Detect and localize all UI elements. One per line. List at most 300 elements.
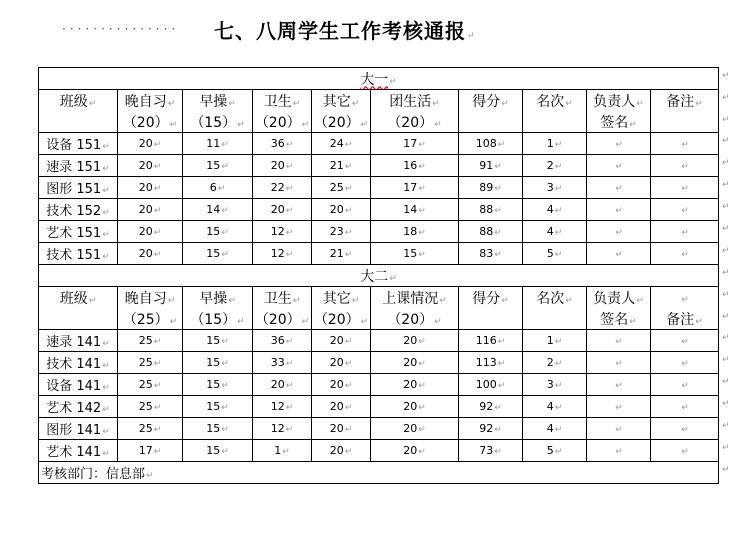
column-header-row <box>39 90 719 112</box>
row-end-mark-icon: ↵ <box>722 180 730 190</box>
table-row <box>39 177 719 199</box>
class-name-cell <box>39 352 118 374</box>
column-header-text: 其它 <box>322 93 351 110</box>
row-end-mark-icon: ↵ <box>722 224 730 234</box>
paragraph-mark-icon: ↵ <box>351 98 360 109</box>
paragraph-mark-icon: ↵ <box>681 228 689 238</box>
score-cell <box>253 374 312 396</box>
column-header-text: 负责人 <box>593 93 636 110</box>
class-name-cell-text: 艺术 141 <box>46 445 102 460</box>
score-cell <box>253 396 312 418</box>
column-header-text: 卫生 <box>263 93 292 110</box>
score-cell-text: 4 <box>546 203 554 216</box>
score-cell-text: 20 <box>329 444 344 457</box>
score-cell <box>371 221 459 243</box>
paragraph-mark-icon: ↵ <box>494 206 502 216</box>
score-cell-text: 20 <box>270 159 285 172</box>
column-header-sub <box>459 111 523 133</box>
column-header <box>459 90 523 112</box>
score-cell <box>253 440 312 462</box>
score-cell <box>312 177 371 199</box>
score-cell <box>312 221 371 243</box>
paragraph-mark-icon: ↵ <box>344 162 353 172</box>
column-header <box>183 287 253 309</box>
paragraph-mark-icon: ↵ <box>554 250 563 260</box>
score-cell-text: 22 <box>270 181 285 194</box>
score-cell <box>371 330 459 352</box>
paragraph-mark-icon: ↵ <box>432 98 440 109</box>
score-cell-text: 15 <box>403 247 418 260</box>
paragraph-mark-icon: ↵ <box>153 206 162 216</box>
score-cell <box>371 374 459 396</box>
paragraph-mark-icon: ↵ <box>285 162 294 172</box>
paragraph-mark-icon: ↵ <box>681 140 689 150</box>
score-cell <box>459 243 523 265</box>
score-cell-text: 15 <box>206 400 221 413</box>
column-header <box>183 90 253 112</box>
paragraph-mark-icon: ↵ <box>615 184 623 194</box>
score-cell-text: 20 <box>403 422 418 435</box>
score-cell <box>587 155 651 177</box>
paragraph-mark-icon: ↵ <box>418 337 426 347</box>
row-end-mark-icon: ↵ <box>722 202 730 212</box>
score-cell-text: 21 <box>329 247 344 260</box>
paragraph-mark-icon: ↵ <box>88 295 97 306</box>
paragraph-mark-icon: ↵ <box>351 295 360 306</box>
score-cell <box>523 374 587 396</box>
paragraph-mark-icon: ↵ <box>344 381 353 391</box>
score-cell <box>371 418 459 440</box>
paragraph-mark-icon: ↵ <box>681 162 689 172</box>
score-cell-text: 25 <box>329 181 344 194</box>
score-cell-text: 20 <box>329 356 344 369</box>
paragraph-mark-icon: ↵ <box>565 98 573 109</box>
paragraph-mark-icon: ↵ <box>554 425 563 435</box>
paragraph-mark-icon: ↵ <box>102 449 110 459</box>
paragraph-mark-icon: ↵ <box>497 381 506 391</box>
paragraph-mark-icon: ↵ <box>221 447 229 457</box>
column-header-text: 早操 <box>199 93 228 110</box>
paragraph-mark-icon: ↵ <box>497 359 506 369</box>
paragraph-mark-icon: ↵ <box>554 447 563 457</box>
table-row <box>39 243 719 265</box>
paragraph-mark-icon: ↵ <box>228 295 236 306</box>
score-cell <box>651 396 719 418</box>
paragraph-mark-icon: ↵ <box>221 162 229 172</box>
score-cell <box>371 440 459 462</box>
paragraph-mark-icon: ↵ <box>169 316 178 327</box>
paragraph-mark-icon: ↵ <box>221 381 229 391</box>
paragraph-mark-icon: ↵ <box>153 381 162 391</box>
column-header-text: 班级 <box>59 93 88 110</box>
score-cell-text: 36 <box>270 137 285 150</box>
paragraph-mark-icon: ↵ <box>285 250 294 260</box>
paragraph-mark-icon: ↵ <box>681 425 689 435</box>
paragraph-mark-icon: ↵ <box>285 359 294 369</box>
paragraph-mark-icon: ↵ <box>285 403 294 413</box>
paragraph-mark-icon: ↵ <box>301 316 310 327</box>
score-cell-text: 88 <box>479 225 494 238</box>
column-header-sub <box>39 308 118 330</box>
score-cell <box>183 133 253 155</box>
paragraph-mark-icon: ↵ <box>695 98 703 109</box>
column-header-sub <box>183 308 253 330</box>
paragraph-mark-icon: ↵ <box>565 295 573 306</box>
column-header-text: 名次 <box>536 290 565 307</box>
table-row <box>39 352 719 374</box>
paragraph-mark-icon: ↵ <box>501 98 509 109</box>
paragraph-mark-icon: ↵ <box>344 140 353 150</box>
paragraph-mark-icon: ↵ <box>285 425 294 435</box>
score-cell <box>459 177 523 199</box>
score-cell <box>651 133 719 155</box>
score-cell <box>523 418 587 440</box>
score-cell-text: 89 <box>479 181 494 194</box>
column-header-text: 晚自习 <box>124 93 167 110</box>
score-cell-text: 15 <box>206 159 221 172</box>
column-header-sub <box>312 111 371 133</box>
column-header <box>651 287 719 309</box>
score-cell-text: 3 <box>546 378 554 391</box>
paragraph-mark-icon: ↵ <box>292 295 301 306</box>
score-cell <box>312 133 371 155</box>
paragraph-mark-icon: ↵ <box>418 228 426 238</box>
paragraph-mark-icon: ↵ <box>153 359 162 369</box>
paragraph-mark-icon: ↵ <box>494 403 502 413</box>
score-cell <box>587 243 651 265</box>
column-header-sub <box>39 111 118 133</box>
paragraph-mark-icon: ↵ <box>153 403 162 413</box>
score-cell-text: 20 <box>403 334 418 347</box>
row-end-mark-icon: ↵ <box>722 443 730 453</box>
paragraph-mark-icon: ↵ <box>344 359 353 369</box>
score-cell-text: 88 <box>479 203 494 216</box>
score-cell <box>253 133 312 155</box>
score-cell <box>523 396 587 418</box>
row-end-mark-icon: ↵ <box>722 71 730 81</box>
class-name-cell <box>39 221 118 243</box>
row-end-mark-icon: ↵ <box>722 399 730 409</box>
score-cell-text: 36 <box>270 334 285 347</box>
table-row <box>39 199 719 221</box>
paragraph-mark-icon: ↵ <box>681 447 689 457</box>
column-header <box>587 90 651 112</box>
column-header-sub <box>459 308 523 330</box>
paragraph-mark-icon: ↵ <box>554 359 563 369</box>
paragraph-mark-icon: ↵ <box>434 119 442 130</box>
column-header-text: 得分 <box>472 290 501 307</box>
score-cell <box>118 155 183 177</box>
column-header-sub-text: 签名 <box>600 114 629 131</box>
score-cell <box>651 330 719 352</box>
score-cell-text: 20 <box>138 181 153 194</box>
paragraph-mark-icon: ↵ <box>615 447 623 457</box>
row-end-mark-icon: ↵ <box>722 158 730 168</box>
score-cell <box>587 418 651 440</box>
class-name-cell-text: 技术 141 <box>46 357 102 372</box>
score-cell-text: 92 <box>479 400 494 413</box>
paragraph-mark-icon: ↵ <box>418 359 426 369</box>
score-cell <box>651 352 719 374</box>
score-cell-text: 12 <box>270 247 285 260</box>
score-cell <box>118 221 183 243</box>
score-cell-text: 25 <box>138 356 153 369</box>
score-cell <box>459 155 523 177</box>
section-label-text: 大一 <box>360 71 389 88</box>
score-cell <box>523 177 587 199</box>
score-cell <box>651 177 719 199</box>
paragraph-mark-icon: ↵ <box>88 98 97 109</box>
table-row <box>39 221 719 243</box>
score-cell <box>312 418 371 440</box>
score-cell <box>459 418 523 440</box>
paragraph-mark-icon: ↵ <box>292 98 301 109</box>
paragraph-mark-icon: ↵ <box>418 425 426 435</box>
column-header <box>587 287 651 309</box>
paragraph-mark-icon: ↵ <box>681 184 689 194</box>
column-header-sub-text: （25） <box>122 311 169 328</box>
section-label <box>39 265 719 287</box>
score-cell-text: 5 <box>546 247 554 260</box>
score-cell <box>459 221 523 243</box>
score-cell-text: 20 <box>403 356 418 369</box>
row-end-mark-icon: ↵ <box>722 115 730 125</box>
score-cell-text: 3 <box>546 181 554 194</box>
score-cell-text: 25 <box>138 334 153 347</box>
score-cell <box>651 221 719 243</box>
paragraph-mark-icon: ↵ <box>102 361 110 371</box>
score-cell-text: 100 <box>475 378 497 391</box>
paragraph-mark-icon: ↵ <box>167 98 176 109</box>
score-cell-text: 2 <box>546 356 554 369</box>
column-header <box>459 287 523 309</box>
score-cell <box>523 243 587 265</box>
row-end-mark-icon: ↵ <box>722 246 730 256</box>
score-cell-text: 20 <box>329 334 344 347</box>
column-header-sub <box>371 308 459 330</box>
paragraph-mark-icon: ↵ <box>221 403 229 413</box>
score-cell-text: 83 <box>479 247 494 260</box>
score-cell <box>651 199 719 221</box>
column-header-sub <box>183 111 253 133</box>
score-cell-text: 21 <box>329 159 344 172</box>
paragraph-mark-icon: ↵ <box>102 339 110 349</box>
score-cell <box>523 330 587 352</box>
score-cell <box>587 133 651 155</box>
score-cell <box>118 199 183 221</box>
class-name-cell-text: 艺术 142 <box>46 401 102 416</box>
column-header-row-sub <box>39 111 719 133</box>
paragraph-mark-icon: ↵ <box>681 359 689 369</box>
score-cell <box>523 440 587 462</box>
paragraph-mark-icon: ↵ <box>681 337 689 347</box>
class-name-cell <box>39 133 118 155</box>
paragraph-mark-icon: ↵ <box>615 337 623 347</box>
paragraph-mark-icon: ↵ <box>344 403 353 413</box>
score-cell-text: 24 <box>329 137 344 150</box>
score-cell <box>312 155 371 177</box>
score-cell <box>253 418 312 440</box>
score-cell <box>459 330 523 352</box>
paragraph-mark-icon: ↵ <box>554 162 563 172</box>
score-cell <box>183 199 253 221</box>
score-cell-text: 2 <box>546 159 554 172</box>
paragraph-mark-icon: ↵ <box>153 162 162 172</box>
score-cell-text: 25 <box>138 422 153 435</box>
row-end-mark-icon: ↵ <box>722 377 730 387</box>
score-cell <box>118 418 183 440</box>
column-header <box>118 287 183 309</box>
score-cell <box>459 374 523 396</box>
score-cell <box>118 133 183 155</box>
score-cell <box>183 374 253 396</box>
paragraph-mark-icon: ↵ <box>344 206 353 216</box>
paragraph-mark-icon: ↵ <box>681 206 689 216</box>
column-header-row <box>39 287 719 309</box>
paragraph-mark-icon: ↵ <box>153 184 162 194</box>
score-cell-text: 16 <box>403 159 418 172</box>
score-cell <box>651 374 719 396</box>
paragraph-mark-icon: ↵ <box>418 206 426 216</box>
score-cell <box>253 243 312 265</box>
paragraph-mark-icon: ↵ <box>102 186 110 196</box>
column-header-sub-text: （20） <box>387 311 434 328</box>
score-cell-text: 20 <box>138 225 153 238</box>
score-cell <box>371 133 459 155</box>
paragraph-mark-icon: ↵ <box>494 184 502 194</box>
score-cell <box>523 221 587 243</box>
paragraph-mark-icon: ↵ <box>153 425 162 435</box>
column-header-sub-text: （20） <box>254 311 301 328</box>
paragraph-mark-icon: ↵ <box>418 162 426 172</box>
score-cell-text: 15 <box>206 378 221 391</box>
class-name-cell-text: 技术 152 <box>46 204 102 219</box>
paragraph-mark-icon: ↵ <box>344 447 353 457</box>
score-cell-text: 12 <box>270 400 285 413</box>
class-name-cell <box>39 243 118 265</box>
column-header-sub <box>523 111 587 133</box>
column-header-sub <box>587 111 651 133</box>
department-note <box>39 462 719 484</box>
paragraph-mark-icon: ↵ <box>636 295 644 306</box>
paragraph-mark-icon: ↵ <box>285 184 294 194</box>
paragraph-mark-icon: ↵ <box>418 381 426 391</box>
class-name-cell <box>39 418 118 440</box>
score-cell <box>459 133 523 155</box>
paragraph-mark-icon: ↵ <box>167 295 176 306</box>
paragraph-mark-icon: ↵ <box>221 425 229 435</box>
score-cell-text: 1 <box>546 137 554 150</box>
paragraph-mark-icon: ↵ <box>615 381 623 391</box>
score-cell <box>183 243 253 265</box>
score-cell <box>587 374 651 396</box>
paragraph-mark-icon: ↵ <box>494 162 502 172</box>
score-cell <box>118 374 183 396</box>
paragraph-mark-icon: ↵ <box>554 184 563 194</box>
table-row <box>39 133 719 155</box>
paragraph-mark-icon: ↵ <box>153 250 162 260</box>
column-header-sub-text: （15） <box>190 311 237 328</box>
table-body <box>39 68 719 484</box>
paragraph-mark-icon: ↵ <box>237 119 245 130</box>
class-name-cell <box>39 199 118 221</box>
paragraph-mark-icon: ↵ <box>102 405 110 415</box>
score-cell-text: 12 <box>270 422 285 435</box>
score-cell <box>183 352 253 374</box>
column-header-sub <box>587 308 651 330</box>
paragraph-mark-icon: ↵ <box>418 140 426 150</box>
score-cell-text: 20 <box>138 247 153 260</box>
column-header-text: 早操 <box>199 290 228 307</box>
paragraph-mark-icon: ↵ <box>615 140 623 150</box>
paragraph-mark-icon: ↵ <box>285 228 294 238</box>
score-cell <box>253 155 312 177</box>
score-cell <box>651 243 719 265</box>
score-cell-text: 108 <box>475 137 497 150</box>
score-cell-text: 14 <box>403 203 418 216</box>
paragraph-mark-icon: ↵ <box>102 164 110 174</box>
paragraph-mark-icon: ↵ <box>418 447 426 457</box>
column-header <box>118 90 183 112</box>
class-name-cell <box>39 440 118 462</box>
paragraph-mark-icon: ↵ <box>467 31 476 41</box>
score-cell-text: 4 <box>546 400 554 413</box>
paragraph-mark-icon: ↵ <box>221 140 229 150</box>
column-header-sub <box>118 308 183 330</box>
score-cell <box>651 440 719 462</box>
score-cell <box>253 330 312 352</box>
score-cell <box>371 177 459 199</box>
score-cell-text: 17 <box>138 444 153 457</box>
paragraph-mark-icon: ↵ <box>102 142 110 152</box>
column-header <box>39 90 118 112</box>
row-end-mark-icon: ↵ <box>722 333 730 343</box>
paragraph-mark-icon: ↵ <box>681 403 689 413</box>
paragraph-mark-icon: ↵ <box>501 295 509 306</box>
section-header-row <box>39 265 719 287</box>
column-header <box>312 90 371 112</box>
column-header-sub-text: 备注 <box>666 311 695 328</box>
score-cell <box>312 330 371 352</box>
score-cell-text: 15 <box>206 356 221 369</box>
score-cell <box>523 199 587 221</box>
score-cell <box>371 352 459 374</box>
score-cell <box>118 352 183 374</box>
score-cell-text: 4 <box>546 422 554 435</box>
paragraph-mark-icon: ↵ <box>153 447 162 457</box>
column-header-row-sub <box>39 308 719 330</box>
paragraph-mark-icon: ↵ <box>434 316 442 327</box>
paragraph-mark-icon: ↵ <box>344 184 353 194</box>
score-cell <box>371 199 459 221</box>
score-cell-text: 116 <box>475 334 497 347</box>
score-cell-text: 20 <box>138 159 153 172</box>
column-header-text: 团生活 <box>389 93 432 110</box>
section-header-row <box>39 68 719 90</box>
column-header <box>39 287 118 309</box>
score-cell <box>523 155 587 177</box>
column-header <box>651 90 719 112</box>
column-header-sub-text: 签名 <box>600 311 629 328</box>
column-header-sub-text: （20） <box>387 114 434 131</box>
column-header-sub <box>118 111 183 133</box>
class-name-cell <box>39 155 118 177</box>
score-cell-text: 11 <box>206 137 221 150</box>
score-cell <box>523 352 587 374</box>
score-cell <box>587 330 651 352</box>
column-header-text: 得分 <box>472 93 501 110</box>
column-header-text: 上课情况 <box>382 290 439 307</box>
